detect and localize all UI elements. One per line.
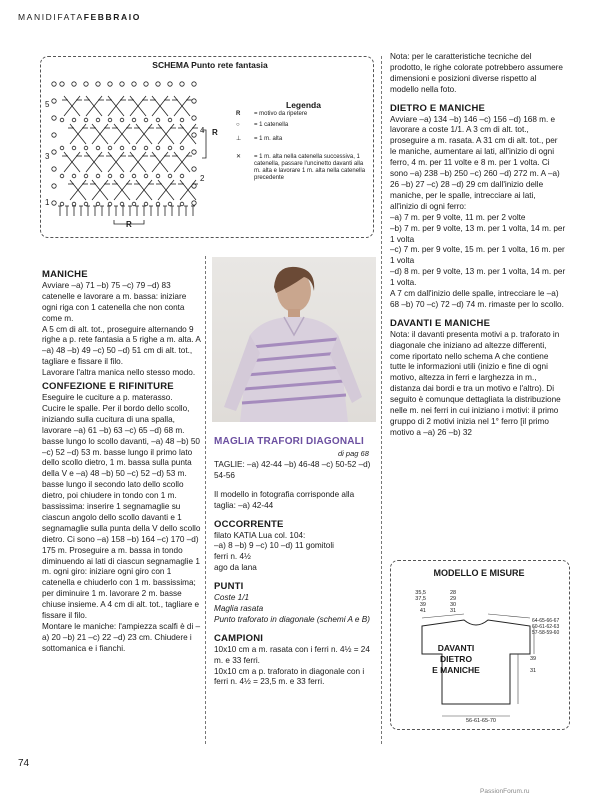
row-number-1: 1	[45, 198, 50, 207]
taglie-line: TAGLIE: –a) 42-44 –b) 46-48 –c) 50-52 –d) 54-56	[214, 460, 371, 480]
legend-chain-text: = 1 catenella	[254, 122, 289, 128]
schema-title: SCHEMA Punto rete fantasia	[152, 60, 268, 70]
measure-tl-c: 39	[419, 602, 426, 608]
chain-icon: ○	[236, 122, 240, 128]
garment-label-1: DAVANTI	[437, 643, 475, 653]
punti-line-3: Punto traforato in diagonale (schemi A e B)	[214, 614, 370, 624]
measure-r-a: 64-65-66-67	[532, 618, 560, 624]
measure-tm-d: 31	[450, 608, 457, 614]
repeat-label-bottom: R	[126, 220, 132, 229]
magazine-header	[18, 12, 141, 22]
measure-bottom: 56-61-65-70	[466, 718, 496, 724]
pattern-page-ref: di pag 68	[338, 449, 369, 458]
measure-side-b: 31	[530, 668, 537, 674]
legend-title: Legenda	[286, 100, 321, 110]
measure-tm-a: 28	[450, 590, 457, 596]
dietro-size-d: –d) 8 m. per 9 volte, 13 m. per 1 volta, 14 m. per 1 volta.	[390, 267, 566, 288]
measure-tl-b: 37,5	[415, 596, 426, 602]
davanti-para: Nota: il davanti presenta motivi a p. traforato in diagonale che iniziano ad altezze differenti, come riportato nello schema A che contiene tutte le informazioni utili (inizio e fine di ogni motivo, altezza in ferri e larghezza in m., distanza dai bordi e tra un motivo e l'altro). Di seguito è comunque dettagliata la distribuzione nelle m. nei ferri in cui iniziano i motivi: il primo gruppo di 2 motivi inizia nel 1° ferro [il primo motivo a –a) 26 –b) 32	[390, 329, 561, 437]
garment-label	[420, 643, 492, 676]
measure-top-left	[412, 590, 426, 614]
crochet-chart	[44, 74, 240, 234]
dietro-para-end: A 7 cm dall'inizio delle spalle, intrecciare le –a) 68 –b) 70 –c) 72 –d) 74 m. rimaste per lo scollo.	[390, 289, 564, 309]
maniche-para-1: Avviare –a) 71 –b) 75 –c) 79 –d) 83 catenelle e lavorare a m. bassa: iniziare ogni riga con 1 catenella che non conta come m.	[42, 280, 187, 323]
legend-item-chain	[236, 122, 288, 129]
occorrente-line-1: filato KATIA Lua col. 104:	[214, 530, 306, 540]
measure-r-c: 57-58-59-60	[532, 630, 560, 636]
garment-label-3: E MANICHE	[432, 665, 480, 675]
legend-cross-text: = 1 m. alta nella catenella successiva, 1 catenella, passare l'uncinetto davanti alla m. alta e lavorare 1 m. alta nella catenella precedente	[254, 154, 366, 181]
maniche-para-3: Lavorare l'altra manica nello stesso modo.	[42, 368, 196, 378]
dietro-para-1: Avviare –a) 134 –b) 146 –c) 156 –d) 168 m. e lavorare a coste 1/1. A 3 cm di alt. tot., proseguire a m. rasata. A 31 cm di alt. tot., per le maniche, aumentare ai lati, all'inizio di ogni ferro, 4 m. per 11 volte e 8 m. per 1 volta. Ci sono –a) 238 –b) 250 –c) 260 –d) 272 m. A –a) 26 –b) 27 –c) 28 –d) 29 cm dall'inizio delle maniche, per le spalle, intrecciare ai lati, all'inizio di ogni ferro:	[390, 114, 560, 211]
legend-repeat-symbol: R	[236, 111, 241, 117]
campioni-line-1: 10x10 cm a m. rasata con i ferri n. 4½ = 24 m. e 33 ferri.	[214, 644, 370, 665]
row-number-2: 2	[200, 174, 205, 183]
model-photo	[212, 257, 376, 422]
confezione-heading: CONFEZIONE E RIFINITURE	[42, 381, 174, 393]
confezione-para-1: Eseguire le cuciture a p. materasso.	[42, 392, 173, 402]
left-column	[42, 270, 202, 655]
column-divider-left	[205, 256, 206, 744]
row-number-4: 4	[200, 126, 205, 135]
measure-tm-b: 29	[450, 596, 457, 602]
dietro-size-b: –b) 7 m. per 9 volte, 13 m. per 1 volta, 14 m. per 1 volta	[390, 223, 566, 244]
measure-tl-d: 41	[419, 608, 426, 614]
measure-right	[532, 618, 559, 636]
brand-light: MANIDIFATA	[18, 12, 84, 22]
davanti-heading: DAVANTI E MANICHE	[390, 317, 491, 329]
middle-column	[214, 460, 378, 688]
page-number: 74	[18, 758, 30, 769]
punti-line-2: Maglia rasata	[214, 603, 264, 613]
pattern-title: MAGLIA TRAFORI DIAGONALI	[214, 436, 364, 447]
confezione-para-2: Cucire le spalle. Per il bordo dello scollo, iniziando sulla cucitura di una spalla, lavorare –a) 61 –b) 63 –c) 65 –d) 68 m. basse lungo lo scollo davanti, –a) 48 –b) 50 –c) 52 –d) 53 m. basse lungo il primo lato dello scollo dietro, 1 m. bassa sulla punta della V e –a) 48 –b) 50 –c) 52 –d) 53 m. basse lungo il secondo lato dello scollo dietro, poi chiudere in tondo con 1 m. bassissima: inserire 1 segnamaglie su ciascun angolo dello scollo davanti e 1 segnamaglie sulla punta della V dello scollo dietro. Ci sono –a) 158 –b) 164 –c) 170 –d) 175 m. Proseguire a m. bassa in tondo diminuendo ai lati di ciascun segnamaglie 1 m. ogni giro: iniziare ogni giro con 1 catenella e chiuderlo con 1 m. bassissima; per diminuire 1 m. lavorare 2 m. basse chiuse insieme. A 4 cm di alt. tot., tagliare e fissare il filo.	[42, 403, 201, 621]
garment-label-2: DIETRO	[439, 654, 473, 664]
legend-repeat-text: = motivo da ripetere	[254, 111, 308, 117]
dietro-heading: DIETRO E MANICHE	[390, 102, 486, 114]
maniche-heading: MANICHE	[42, 269, 88, 280]
campioni-heading: CAMPIONI	[214, 632, 264, 644]
legend-item-cross	[236, 154, 368, 182]
confezione-para-3: Montare le maniche: l'ampiezza scalfi è di –a) 20 –b) 21 –c) 22 –d) 23 cm. Chiudere i sottomanica e i fianchi.	[42, 622, 201, 653]
maniche-para-2: A 5 cm di alt. tot., proseguire alternando 9 righe a p. rete fantasia a 5 righe a m. alta. A –a) 48 –b) 49 –c) 50 –d) 51 cm di alt. tot., tagliare e fissare il filo.	[42, 324, 201, 367]
legend-item-dc	[236, 136, 282, 143]
right-column	[390, 52, 566, 439]
foto-note: Il modello in fotografia corrisponde alla taglia: –a) 42-44	[214, 489, 355, 510]
row-number-3: 3	[45, 152, 50, 161]
occorrente-line-2: –a) 8 –b) 9 –c) 10 –d) 11 gomitoli	[214, 541, 334, 551]
watermark: PassionForum.ru	[480, 788, 530, 795]
measure-side-a: 39	[530, 656, 537, 662]
nota-para: Nota: per le caratteristiche tecniche del prodotto, le righe colorate potrebbero assumere dimensioni e posizioni diverse rispetto al modello nella foto.	[390, 52, 563, 94]
repeat-label-side: R	[212, 128, 218, 137]
model-measures-title: MODELLO E MISURE	[433, 568, 525, 578]
row-number-5: 5	[45, 100, 50, 109]
legend-item-repeat	[236, 111, 307, 118]
brand-bold: FEBBRAIO	[83, 12, 141, 22]
crossed-stitch-icon: ✕	[236, 154, 242, 160]
punti-heading: PUNTI	[214, 581, 244, 593]
measure-r-b: 60-61-62-63	[532, 624, 560, 630]
column-divider-right	[381, 56, 382, 744]
measure-tl-a: 35,5	[415, 590, 426, 596]
dietro-size-a: –a) 7 m. per 9 volte, 11 m. per 2 volte	[390, 212, 526, 222]
punti-line-1: Coste 1/1	[214, 593, 250, 603]
campioni-line-2: 10x10 cm a p. traforato in diagonale con i ferri n. 4½ = 23,5 m. e 33 ferri.	[214, 666, 365, 687]
measure-top-mid	[450, 590, 456, 614]
photo-illustration	[212, 257, 376, 422]
dietro-size-c: –c) 7 m. per 9 volte, 15 m. per 1 volta, 16 m. per 1 volta	[390, 245, 565, 266]
occorrente-line-4: ago da lana	[214, 563, 257, 573]
occorrente-heading: OCCORRENTE	[214, 518, 284, 530]
occorrente-line-3: ferri n. 4½	[214, 552, 251, 562]
double-crochet-icon: ⊥	[236, 136, 242, 142]
legend-dc-text: = 1 m. alta	[254, 136, 283, 142]
measure-tm-c: 30	[450, 602, 457, 608]
